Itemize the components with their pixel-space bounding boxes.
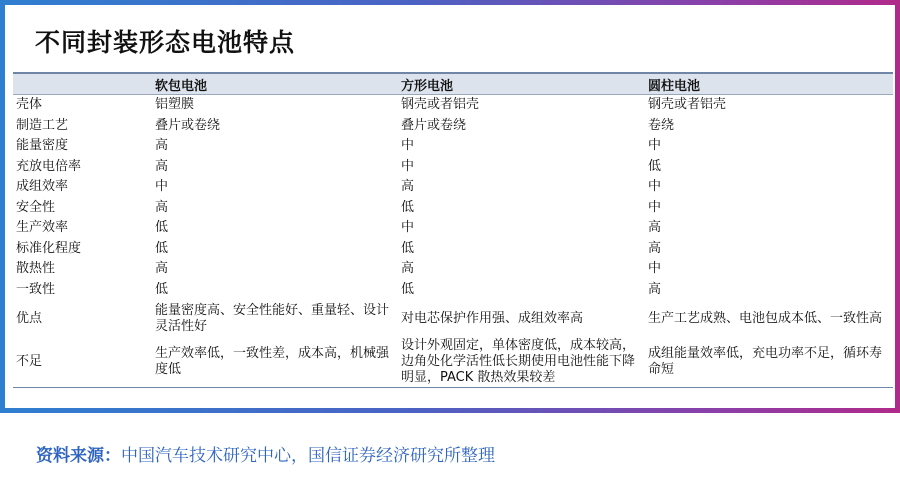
row-label: 优点 xyxy=(16,310,43,326)
column-header: 圆柱电池 xyxy=(648,78,701,94)
table-cell: 中 xyxy=(401,138,415,154)
table-header-row xyxy=(13,73,893,95)
source-label: 资料来源： xyxy=(36,446,121,466)
table-cell: 低 xyxy=(401,240,415,256)
row-label: 散热性 xyxy=(16,261,56,277)
table-cell: 低 xyxy=(401,199,415,215)
table-cell: 低 xyxy=(155,240,169,256)
table-cell: 中 xyxy=(648,179,662,195)
table-cell: 高 xyxy=(401,261,415,277)
table-cell: 高 xyxy=(648,281,662,297)
table-row xyxy=(13,198,893,219)
table-row xyxy=(13,116,893,137)
row-label: 一致性 xyxy=(16,281,56,297)
table-cell: 叠片或卷绕 xyxy=(401,117,467,133)
table-cell: 生产工艺成熟、电池包成本低、一致性高 xyxy=(648,310,883,326)
table-cell: 叠片或卷绕 xyxy=(155,117,221,133)
page-title: 不同封装形态电池特点 xyxy=(35,28,296,57)
table-cell: 低 xyxy=(155,220,169,236)
table-row xyxy=(13,136,893,157)
row-label: 充放电倍率 xyxy=(16,158,82,174)
row-label: 制造工艺 xyxy=(16,117,69,133)
table-row xyxy=(13,95,893,116)
table-row xyxy=(13,177,893,198)
table-cell: 铝塑膜 xyxy=(155,97,195,113)
table-cell: 生产效率低，一致性差，成本高，机械强度低 xyxy=(155,346,390,377)
row-label: 标准化程度 xyxy=(16,240,82,256)
table-row xyxy=(13,280,893,301)
table-cell: 中 xyxy=(648,138,662,154)
table-cell: 高 xyxy=(155,138,169,154)
row-label: 成组效率 xyxy=(16,179,69,195)
row-label: 安全性 xyxy=(16,199,56,215)
table-cell: 钢壳或者铝壳 xyxy=(401,97,480,113)
row-label: 生产效率 xyxy=(16,220,69,236)
report-panel xyxy=(5,5,895,408)
table-row xyxy=(13,259,893,280)
table-cell: 低 xyxy=(155,281,169,297)
table-cell: 高 xyxy=(155,199,169,215)
table-cell: 设计外观固定，单体密度低，成本较高，边角处化学活性低长期使用电池性能下降明显，PACK 散热效果较差 xyxy=(401,338,636,385)
table-cell: 高 xyxy=(401,179,415,195)
table-cell: 能量密度高、安全性能好、重量轻、设计灵活性好 xyxy=(155,302,390,334)
comparison-table xyxy=(13,72,893,388)
row-label: 不足 xyxy=(16,354,43,369)
column-header xyxy=(13,73,152,95)
source-text: 中国汽车技术研究中心，国信证券经济研究所整理 xyxy=(121,446,495,466)
table-cell: 高 xyxy=(155,158,169,174)
table-cell: 卷绕 xyxy=(648,117,675,133)
table-cell: 中 xyxy=(401,158,415,174)
table-row xyxy=(13,337,893,388)
row-label: 能量密度 xyxy=(16,138,69,154)
table-cell: 中 xyxy=(648,261,662,277)
source-note xyxy=(36,441,495,466)
table-row xyxy=(13,218,893,239)
column-header: 软包电池 xyxy=(155,78,208,94)
table-row xyxy=(13,300,893,337)
row-label: 壳体 xyxy=(16,97,43,113)
table-cell: 低 xyxy=(401,281,415,297)
table-cell: 对电芯保护作用强、成组效率高 xyxy=(401,310,584,326)
table-cell: 高 xyxy=(648,240,662,256)
table-cell: 中 xyxy=(401,220,415,236)
table-cell: 钢壳或者铝壳 xyxy=(648,97,727,113)
table-cell: 高 xyxy=(648,220,662,236)
column-header: 方形电池 xyxy=(401,78,454,94)
table-cell: 高 xyxy=(155,261,169,277)
table-cell: 中 xyxy=(155,179,169,195)
table-cell: 中 xyxy=(648,199,662,215)
table-cell: 低 xyxy=(648,158,662,174)
table-cell: 成组能量效率低，充电功率不足，循环寿命短 xyxy=(648,346,883,377)
table-row xyxy=(13,239,893,260)
table-row xyxy=(13,157,893,178)
